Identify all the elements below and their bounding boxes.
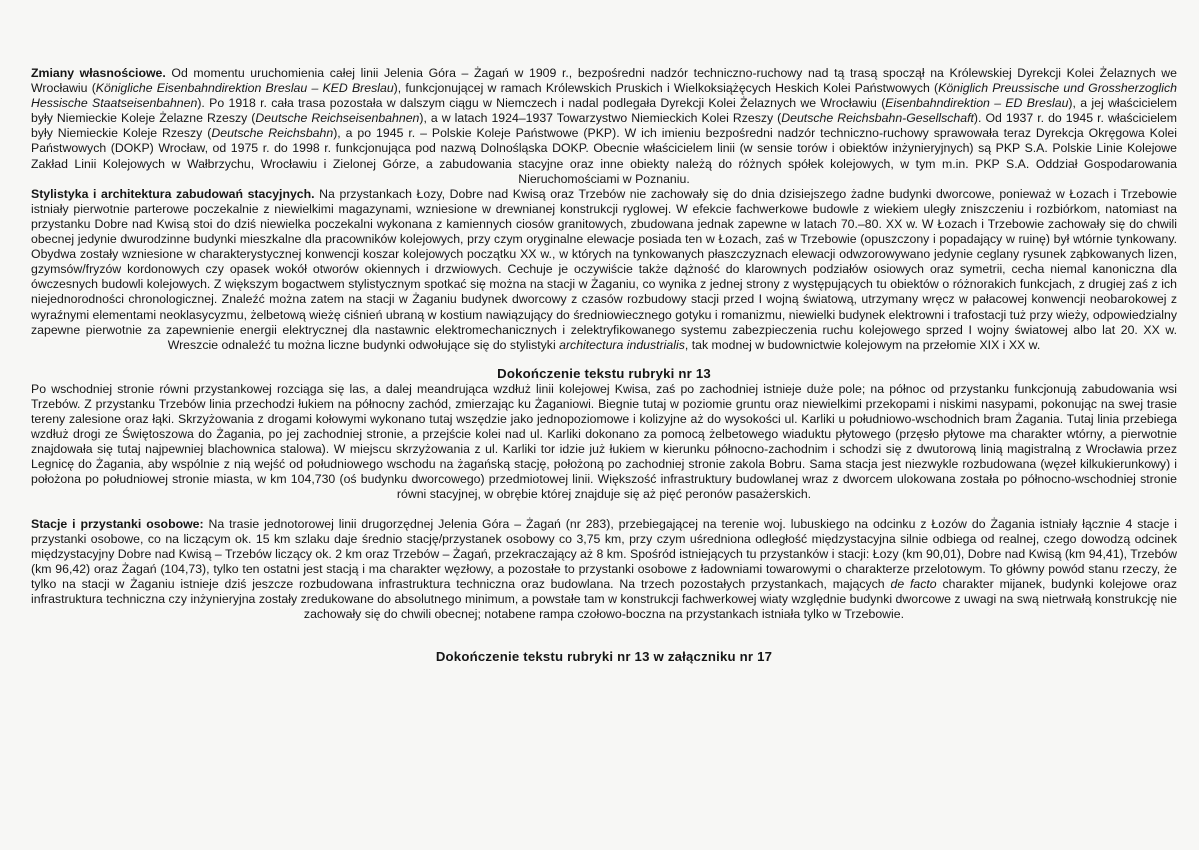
italic-term: Königlich Preussische und Grossherzoglich Hessische Staatseisenbahnen [31, 81, 1177, 111]
italic-term: Königliche Eisenbahndirektion Breslau – KED Breslau [95, 81, 394, 96]
text-run: Od momentu uruchomienia całej linii Jelenia Góra – Żagań w 1909 r., bezpośredni nadzór techniczno-ruchowy nad tą trasą spoczął na Królewskiej Dyrekcji Kolei Żelaznych we Wrocławiu ( [31, 66, 1177, 96]
architecture-heading: Stylistyka i architektura zabudowań stacyjnych. [31, 186, 315, 201]
italic-term: de facto [890, 576, 937, 591]
text-run: Na trasie jednotorowej linii drugorzędnej Jelenia Góra – Żagań (nr 283), przebiegającej na terenie woj. lubuskiego na odcinku z Łozów do Żagania istniały łącznie 4 stacje i przystanki osobowe, co na liczącym ok. 15 km szlaku daje średnio stację/przystanek osobowy co 3,75 km, przy czym uśredniona odległość międzystacyjna silnie odbiega od realnej, czego dowodzą odcinek międzystacyjny Dobre nad Kwisą – Trzebów liczący ok. 2 km oraz Trzebów – Żagań, przekraczający aż 8 km. Spośród istniejących tu przystanków i stacji: Łozy (km 90,01), Dobre nad Kwisą (km 94,41), Trzebów (km 96,42) oraz Żagań (104,73), tylko ten ostatni jest stacją i ma charakter węzłowy, a pozostałe to przystanki osobowe z ładowniami towarowymi o charakterze przelotowym. To główny powód stanu rzeczy, że tylko na stacji w Żaganiu istnieje dziś jeszcze rozbudowana infrastruktura techniczna oraz budowlana. Na trzech pozostałych przystankach, mających [31, 516, 1177, 591]
continuation-heading: Dokończenie tekstu rubryki nr 13 [497, 365, 711, 381]
ownership-heading: Zmiany własnościowe. [31, 66, 166, 80]
italic-term: Deutsche Reichsbahn [211, 126, 334, 141]
text-run: Na przystankach Łozy, Dobre nad Kwisą oraz Trzebów nie zachowały się do dnia dzisiejszego żadne budynki dworcowe, ponieważ w Łozach i Trzebowie istniały pierwotnie parterowe poczekalnie z niewielkimi magazynami, wzniesione w drewnianej konstrukcji ryglowej. W efekcie fachwerkowe budowle z wiekiem uległy zniszczeniu i rozbiórkom, natomiast na przystanku Dobre nad Kwisą stoi do dziś niewielka poczekalni wykonana z kamiennych ciosów granitowych, zbudowana jednak zapewne w latach 70.–80. XX w. W Łozach i Trzebowie zachowały się do chwili obecnej jedynie dwurodzinne budynki mieszkalne dla pracowników kolejowych, przy czym oryginalne elewacje posiada ten w Łozach, zaś w Trzebowie (opuszczony i popadający w ruinę) był wtórnie tynkowany. Obydwa zostały wzniesione w charakterystycznej konwencji koszar kolejowych początku XX w., w których na tynkowanych płaszczyznach elewacji odwzorowywano jedynie ceglany rysunek ząbkowanych lizen, gzymsów/fryzów kordonowych czy opasek wokół otworów okiennych i drzwiowych. Cechuje je oczywiście także dążność do klarownych podziałów osiowych oraz symetrii, cecha niemal kanoniczna dla ówczesnych budowli kolejowych. Z większym bogactwem stylistycznym spotkać się można na stacji w Żaganiu, co wynika z jednej strony z występujących tu obiektów o różnorakich funkcjach, z drugiej zaś z ich niejednorodności chronologicznej. Znaleźć można zatem na stacji w Żaganiu budynek dworcowy z czasów rozbudowy stacji przed I wojną światową, utrzymany wręcz w pałacowej konwencji neobarokowej z wyraźnymi elementami neoklasycyzmu, żelbetową wieżę ciśnień ubraną w kostium nawiązujący do średniowiecznego gotyku i romanizmu, niewielki budynek elektrowni i trafostacji tuż przy wieży, odpowiedzialny zapewne pierwotnie za zapewnienie energii elektrycznej dla nastawnic elektromechanicznych i zelektryfikowanego systemu zabezpieczenia ruchu kolejowego sprzed I wojny światowej albo lat 20. XX w. Wreszcie odnaleźć tu można liczne budynki odwołujące się do stylistyki [31, 186, 1177, 352]
text-run: , tak modnej w budownictwie kolejowym na przełomie XIX i XX w. [684, 337, 1041, 352]
text-run: ), a po 1945 r. – Polskie Koleje Państwowe (PKP). W ich imieniu bezpośredni nadzór techniczno-ruchowy sprawowała teraz Dyrekcja Okręgowa Kolei Państwowych (DOKP) Wrocław, od 1975 r. do 1998 r. funkcjonująca pod nazwą Dolnośląska DOKP. Obecnie właścicielem linii (w sensie torów i obiektów inżynieryjnych) są PKP S.A. Polskie Linie Kolejowe Zakład Linii Kolejowych w Wałbrzychu, Wrocławiu i Zielonej Górze, a zabudowania stacyjne oraz inne obiekty należą do różnych spółek kolejowych, w tym m.in. PKP S.A. Oddział Gospodarowania Nieruchomościami w Poznaniu. [31, 126, 1178, 186]
architecture-paragraph [31, 187, 1177, 353]
spacer [31, 622, 1177, 648]
text-run: ). Po 1918 r. cała trasa pozostała w dalszym ciągu w Niemczech i nadal podlegała Dyrekcji Kolei Żelaznych we Wrocławiu ( [197, 96, 886, 111]
annex-heading: Dokończenie tekstu rubryki nr 13 w załączniku nr 17 [435, 649, 773, 665]
text-run: ). Od 1937 r. do 1945 r. właścicielem były Niemieckie Koleje Rzeszy ( [31, 111, 1177, 141]
text-run: ), a jej właścicielem były Niemieckie Koleje Żelazne Rzeszy ( [31, 96, 1177, 126]
stations-heading: Stacje i przystanki osobowe: [31, 516, 204, 531]
italic-term: architectura industrialis [559, 337, 685, 352]
text-run: charakter mijanek, budynki kolejowe oraz infrastruktura techniczna czy inżynieryjna zostały zredukowane do absolutnego minimum, a powstałe tam w konstrukcji fachwerkowej wiaty względnie budynki dworcowe z uwagi na swą nietrwałą konstrukcję nie zachowały się do chwili obecnej; notabene rampa czołowo-boczna na przystankach istniała tylko w Trzebowie. [31, 576, 1177, 622]
surroundings-paragraph: Po wschodniej stronie równi przystankowej rozciąga się las, a dalej meandrująca wzdłuż linii kolejowej Kwisa, zaś po zachodniej istnieje duże pole; na północ od przystanku funkcjonują zabudowania wsi Trzebów. Z przystanku Trzebów linia przechodzi łukiem na północny zachód, zmierzając ku Żaganiowi. Biegnie tutaj w poziomie gruntu oraz niewielkimi przekopami i niskimi nasypami, pokonując na swej trasie tereny zalesione oraz łąki. Skrzyżowania z drogami kołowymi wykonano tutaj wszędzie jako jednopoziomowe i kolizyjne aż do wysokości ul. Karliki u południowo-wschodnich bram Żagania. Tutaj linia przebiega wzdłuż drogi ze Świętoszowa do Żagania, po jej zachodniej stronie, a przejście kolei nad ul. Karliki dokonano za pomocą żelbetowego wiaduktu płytowego (przęsło płytowe ma charakter wtórny, a pierwotnie znajdowała się tutaj najpewniej blachownica stalowa). W miejscu skrzyżowania z ul. Karliki tor idzie już łukiem w kierunku północno-zachodnim i schodzi się z dwutorową linią magistralną z Wrocławia przez Legnicę do Żagania, aby wspólnie z nią wejść od południowego wschodu na żagańską stację, położoną po zachodniej stronie zakola Bobru. Sama stacja jest niezwykle rozbudowana (węzeł kilkukierunkowy) i położona po południowej stronie miasta, w km 104,730 (oś budynku dworcowego) przedmiotowej linii. Większość infrastruktury budowlanej wraz z dworcem ulokowana została po północno-wschodniej stronie równi stacyjnej, w obrębie której znajduje się aż pięć peronów pasażerskich. [31, 381, 1177, 502]
ownership-paragraph [31, 66, 1177, 187]
stations-paragraph [31, 517, 1177, 623]
italic-term: Deutsche Reichsbahn-Gesellschaft [781, 111, 974, 126]
text-run: ), funkcjonującej w ramach Królewskich Pruskich i Wielkoksiążęcych Heskich Kolei Państwowych ( [393, 81, 939, 96]
spacer [31, 353, 1177, 365]
spacer [31, 503, 1177, 517]
text-column [31, 66, 1177, 665]
italic-term: Eisenbahndirektion – ED Breslau [885, 96, 1069, 111]
italic-term: Deutsche Reichseisenbahnen [255, 111, 420, 126]
text-run: ), a w latach 1924–1937 Towarzystwo Niemieckich Kolei Rzeszy ( [419, 111, 782, 126]
